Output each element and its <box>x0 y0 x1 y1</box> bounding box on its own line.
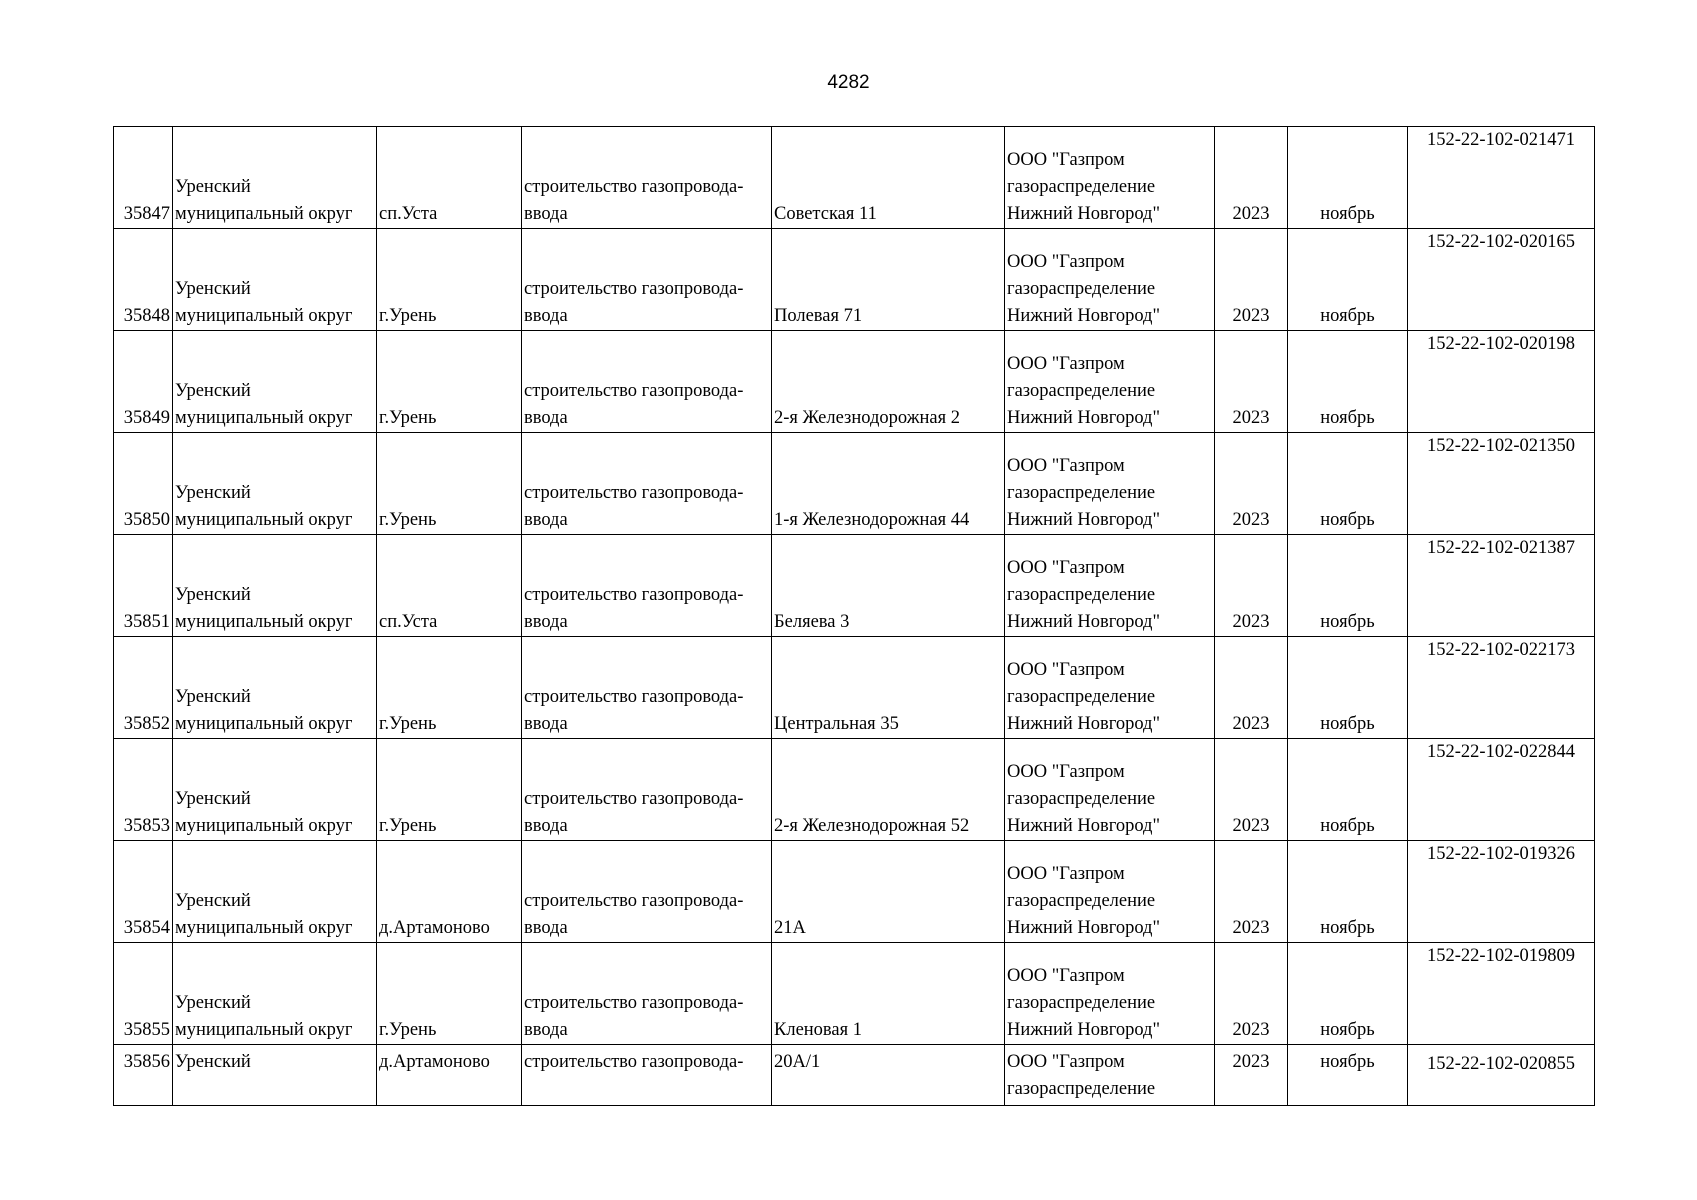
table-row <box>114 841 1595 943</box>
registry-code-cell: 152-22-102-021471 <box>1408 127 1595 229</box>
district-cell <box>173 1045 377 1106</box>
page-number: 4282 <box>827 72 870 93</box>
organization-line: газораспределение <box>1007 177 1156 197</box>
address-cell: Советская 11 <box>772 127 1005 229</box>
work-type-line: ввода <box>524 816 568 836</box>
work-type-line: ввода <box>524 510 568 530</box>
organization-line: ООО "Газпром <box>1007 456 1125 476</box>
locality-cell: г.Урень <box>377 739 522 841</box>
work-type-cell <box>522 331 772 433</box>
address-cell: Беляева 3 <box>772 535 1005 637</box>
year-cell: 2023 <box>1215 229 1288 331</box>
district-line: Уренский <box>175 381 251 401</box>
organization-line: Нижний Новгород" <box>1007 612 1161 632</box>
district-line: Уренский <box>175 891 251 911</box>
organization-cell <box>1005 229 1215 331</box>
district-line: Уренский <box>175 789 251 809</box>
work-type-line: ввода <box>524 612 568 632</box>
month-cell: ноябрь <box>1288 1045 1408 1106</box>
row-number-cell: 35850 <box>114 433 173 535</box>
work-type-cell <box>522 637 772 739</box>
district-line: муниципальный округ <box>175 816 353 836</box>
row-number-cell: 35848 <box>114 229 173 331</box>
organization-cell <box>1005 739 1215 841</box>
work-type-cell <box>522 229 772 331</box>
address-cell: 20А/1 <box>772 1045 1005 1106</box>
work-type-cell <box>522 739 772 841</box>
organization-cell <box>1005 841 1215 943</box>
address-cell: 2-я Железнодорожная 52 <box>772 739 1005 841</box>
locality-cell: д.Артамоново <box>377 1045 522 1106</box>
district-line: муниципальный округ <box>175 1020 353 1040</box>
district-line: Уренский <box>175 993 251 1013</box>
year-cell: 2023 <box>1215 739 1288 841</box>
work-type-cell <box>522 943 772 1045</box>
work-type-cell <box>522 841 772 943</box>
registry-code-cell: 152-22-102-022844 <box>1408 739 1595 841</box>
district-line: муниципальный округ <box>175 510 353 530</box>
month-cell: ноябрь <box>1288 943 1408 1045</box>
month-cell: ноябрь <box>1288 535 1408 637</box>
registry-code-cell: 152-22-102-020855 <box>1408 1045 1595 1106</box>
work-type-line: строительство газопровода- <box>524 177 744 197</box>
organization-line: газораспределение <box>1007 483 1156 503</box>
work-type-line: строительство газопровода- <box>524 279 744 299</box>
organization-cell <box>1005 535 1215 637</box>
organization-cell <box>1005 1045 1215 1106</box>
organization-line: Нижний Новгород" <box>1007 306 1161 326</box>
district-line: Уренский <box>175 585 251 605</box>
locality-cell: сп.Уста <box>377 535 522 637</box>
organization-line: газораспределение <box>1007 279 1156 299</box>
district-line: муниципальный округ <box>175 918 353 938</box>
locality-cell: сп.Уста <box>377 127 522 229</box>
work-type-cell <box>522 433 772 535</box>
table-row <box>114 943 1595 1045</box>
organization-cell <box>1005 637 1215 739</box>
district-line: Уренский <box>175 1052 251 1072</box>
month-cell: ноябрь <box>1288 739 1408 841</box>
organization-line: ООО "Газпром <box>1007 966 1125 986</box>
registry-code-cell: 152-22-102-020198 <box>1408 331 1595 433</box>
organization-line: ООО "Газпром <box>1007 354 1125 374</box>
district-cell <box>173 229 377 331</box>
work-type-line: ввода <box>524 714 568 734</box>
month-cell: ноябрь <box>1288 637 1408 739</box>
row-number-cell: 35855 <box>114 943 173 1045</box>
table-body <box>114 127 1595 1106</box>
row-number-cell: 35854 <box>114 841 173 943</box>
row-number-cell: 35851 <box>114 535 173 637</box>
address-cell: Центральная 35 <box>772 637 1005 739</box>
organization-line: Нижний Новгород" <box>1007 714 1161 734</box>
year-cell: 2023 <box>1215 433 1288 535</box>
district-line: Уренский <box>175 483 251 503</box>
district-line: Уренский <box>175 687 251 707</box>
month-cell: ноябрь <box>1288 331 1408 433</box>
registry-code-cell: 152-22-102-020165 <box>1408 229 1595 331</box>
month-cell: ноябрь <box>1288 841 1408 943</box>
district-line: муниципальный округ <box>175 306 353 326</box>
registry-code-cell: 152-22-102-019326 <box>1408 841 1595 943</box>
work-type-line: ввода <box>524 1020 568 1040</box>
organization-cell <box>1005 331 1215 433</box>
work-type-line: ввода <box>524 408 568 428</box>
district-cell <box>173 331 377 433</box>
locality-cell: г.Урень <box>377 637 522 739</box>
district-cell <box>173 637 377 739</box>
row-number-cell: 35847 <box>114 127 173 229</box>
row-number-cell: 35849 <box>114 331 173 433</box>
organization-line: Нижний Новгород" <box>1007 510 1161 530</box>
work-type-line: строительство газопровода- <box>524 789 744 809</box>
table-row <box>114 637 1595 739</box>
table-row <box>114 433 1595 535</box>
work-type-cell <box>522 1045 772 1106</box>
year-cell: 2023 <box>1215 943 1288 1045</box>
work-type-cell <box>522 535 772 637</box>
organization-cell <box>1005 943 1215 1045</box>
work-type-line: строительство газопровода- <box>524 1052 744 1072</box>
organization-line: ООО "Газпром <box>1007 660 1125 680</box>
registry-code-cell: 152-22-102-021350 <box>1408 433 1595 535</box>
registry-code-cell: 152-22-102-021387 <box>1408 535 1595 637</box>
gas-connection-registry-table <box>113 126 1595 1106</box>
year-cell: 2023 <box>1215 637 1288 739</box>
work-type-cell <box>522 127 772 229</box>
district-line: муниципальный округ <box>175 204 353 224</box>
organization-line: Нижний Новгород" <box>1007 408 1161 428</box>
locality-cell: г.Урень <box>377 229 522 331</box>
district-line: Уренский <box>175 177 251 197</box>
district-cell <box>173 943 377 1045</box>
organization-line: газораспределение <box>1007 687 1156 707</box>
district-line: Уренский <box>175 279 251 299</box>
organization-line: ООО "Газпром <box>1007 1052 1125 1072</box>
organization-line: ООО "Газпром <box>1007 252 1125 272</box>
district-cell <box>173 841 377 943</box>
locality-cell: г.Урень <box>377 331 522 433</box>
table-row <box>114 535 1595 637</box>
year-cell: 2023 <box>1215 127 1288 229</box>
work-type-line: строительство газопровода- <box>524 381 744 401</box>
organization-line: ООО "Газпром <box>1007 558 1125 578</box>
month-cell: ноябрь <box>1288 433 1408 535</box>
year-cell: 2023 <box>1215 331 1288 433</box>
organization-line: Нижний Новгород" <box>1007 816 1161 836</box>
organization-line: газораспределение <box>1007 585 1156 605</box>
work-type-line: ввода <box>524 204 568 224</box>
organization-line: Нижний Новгород" <box>1007 918 1161 938</box>
address-cell: Полевая 71 <box>772 229 1005 331</box>
work-type-line: ввода <box>524 918 568 938</box>
district-line: муниципальный округ <box>175 714 353 734</box>
table-row <box>114 229 1595 331</box>
address-cell: Кленовая 1 <box>772 943 1005 1045</box>
month-cell: ноябрь <box>1288 229 1408 331</box>
organization-line: газораспределение <box>1007 1079 1156 1099</box>
registry-code-cell: 152-22-102-022173 <box>1408 637 1595 739</box>
organization-line: ООО "Газпром <box>1007 762 1125 782</box>
organization-line: Нижний Новгород" <box>1007 204 1161 224</box>
table-row <box>114 1045 1595 1106</box>
work-type-line: строительство газопровода- <box>524 585 744 605</box>
row-number-cell: 35853 <box>114 739 173 841</box>
district-line: муниципальный округ <box>175 408 353 428</box>
locality-cell: г.Урень <box>377 433 522 535</box>
organization-line: газораспределение <box>1007 789 1156 809</box>
year-cell: 2023 <box>1215 1045 1288 1106</box>
month-cell: ноябрь <box>1288 127 1408 229</box>
registry-code-cell: 152-22-102-019809 <box>1408 943 1595 1045</box>
address-cell: 2-я Железнодорожная 2 <box>772 331 1005 433</box>
organization-line: газораспределение <box>1007 891 1156 911</box>
district-cell <box>173 739 377 841</box>
work-type-line: строительство газопровода- <box>524 891 744 911</box>
address-cell: 21А <box>772 841 1005 943</box>
row-number-cell: 35852 <box>114 637 173 739</box>
organization-line: ООО "Газпром <box>1007 864 1125 884</box>
row-number-cell: 35856 <box>114 1045 173 1106</box>
work-type-line: строительство газопровода- <box>524 687 744 707</box>
work-type-line: строительство газопровода- <box>524 483 744 503</box>
year-cell: 2023 <box>1215 841 1288 943</box>
organization-line: Нижний Новгород" <box>1007 1020 1161 1040</box>
organization-line: газораспределение <box>1007 993 1156 1013</box>
table-row <box>114 331 1595 433</box>
organization-cell <box>1005 433 1215 535</box>
organization-line: газораспределение <box>1007 381 1156 401</box>
work-type-line: ввода <box>524 306 568 326</box>
organization-cell <box>1005 127 1215 229</box>
district-cell <box>173 127 377 229</box>
district-cell <box>173 535 377 637</box>
organization-line: ООО "Газпром <box>1007 150 1125 170</box>
work-type-line: строительство газопровода- <box>524 993 744 1013</box>
locality-cell: д.Артамоново <box>377 841 522 943</box>
address-cell: 1-я Железнодорожная 44 <box>772 433 1005 535</box>
table-row <box>114 739 1595 841</box>
district-cell <box>173 433 377 535</box>
district-line: муниципальный округ <box>175 612 353 632</box>
year-cell: 2023 <box>1215 535 1288 637</box>
table-row <box>114 127 1595 229</box>
locality-cell: г.Урень <box>377 943 522 1045</box>
